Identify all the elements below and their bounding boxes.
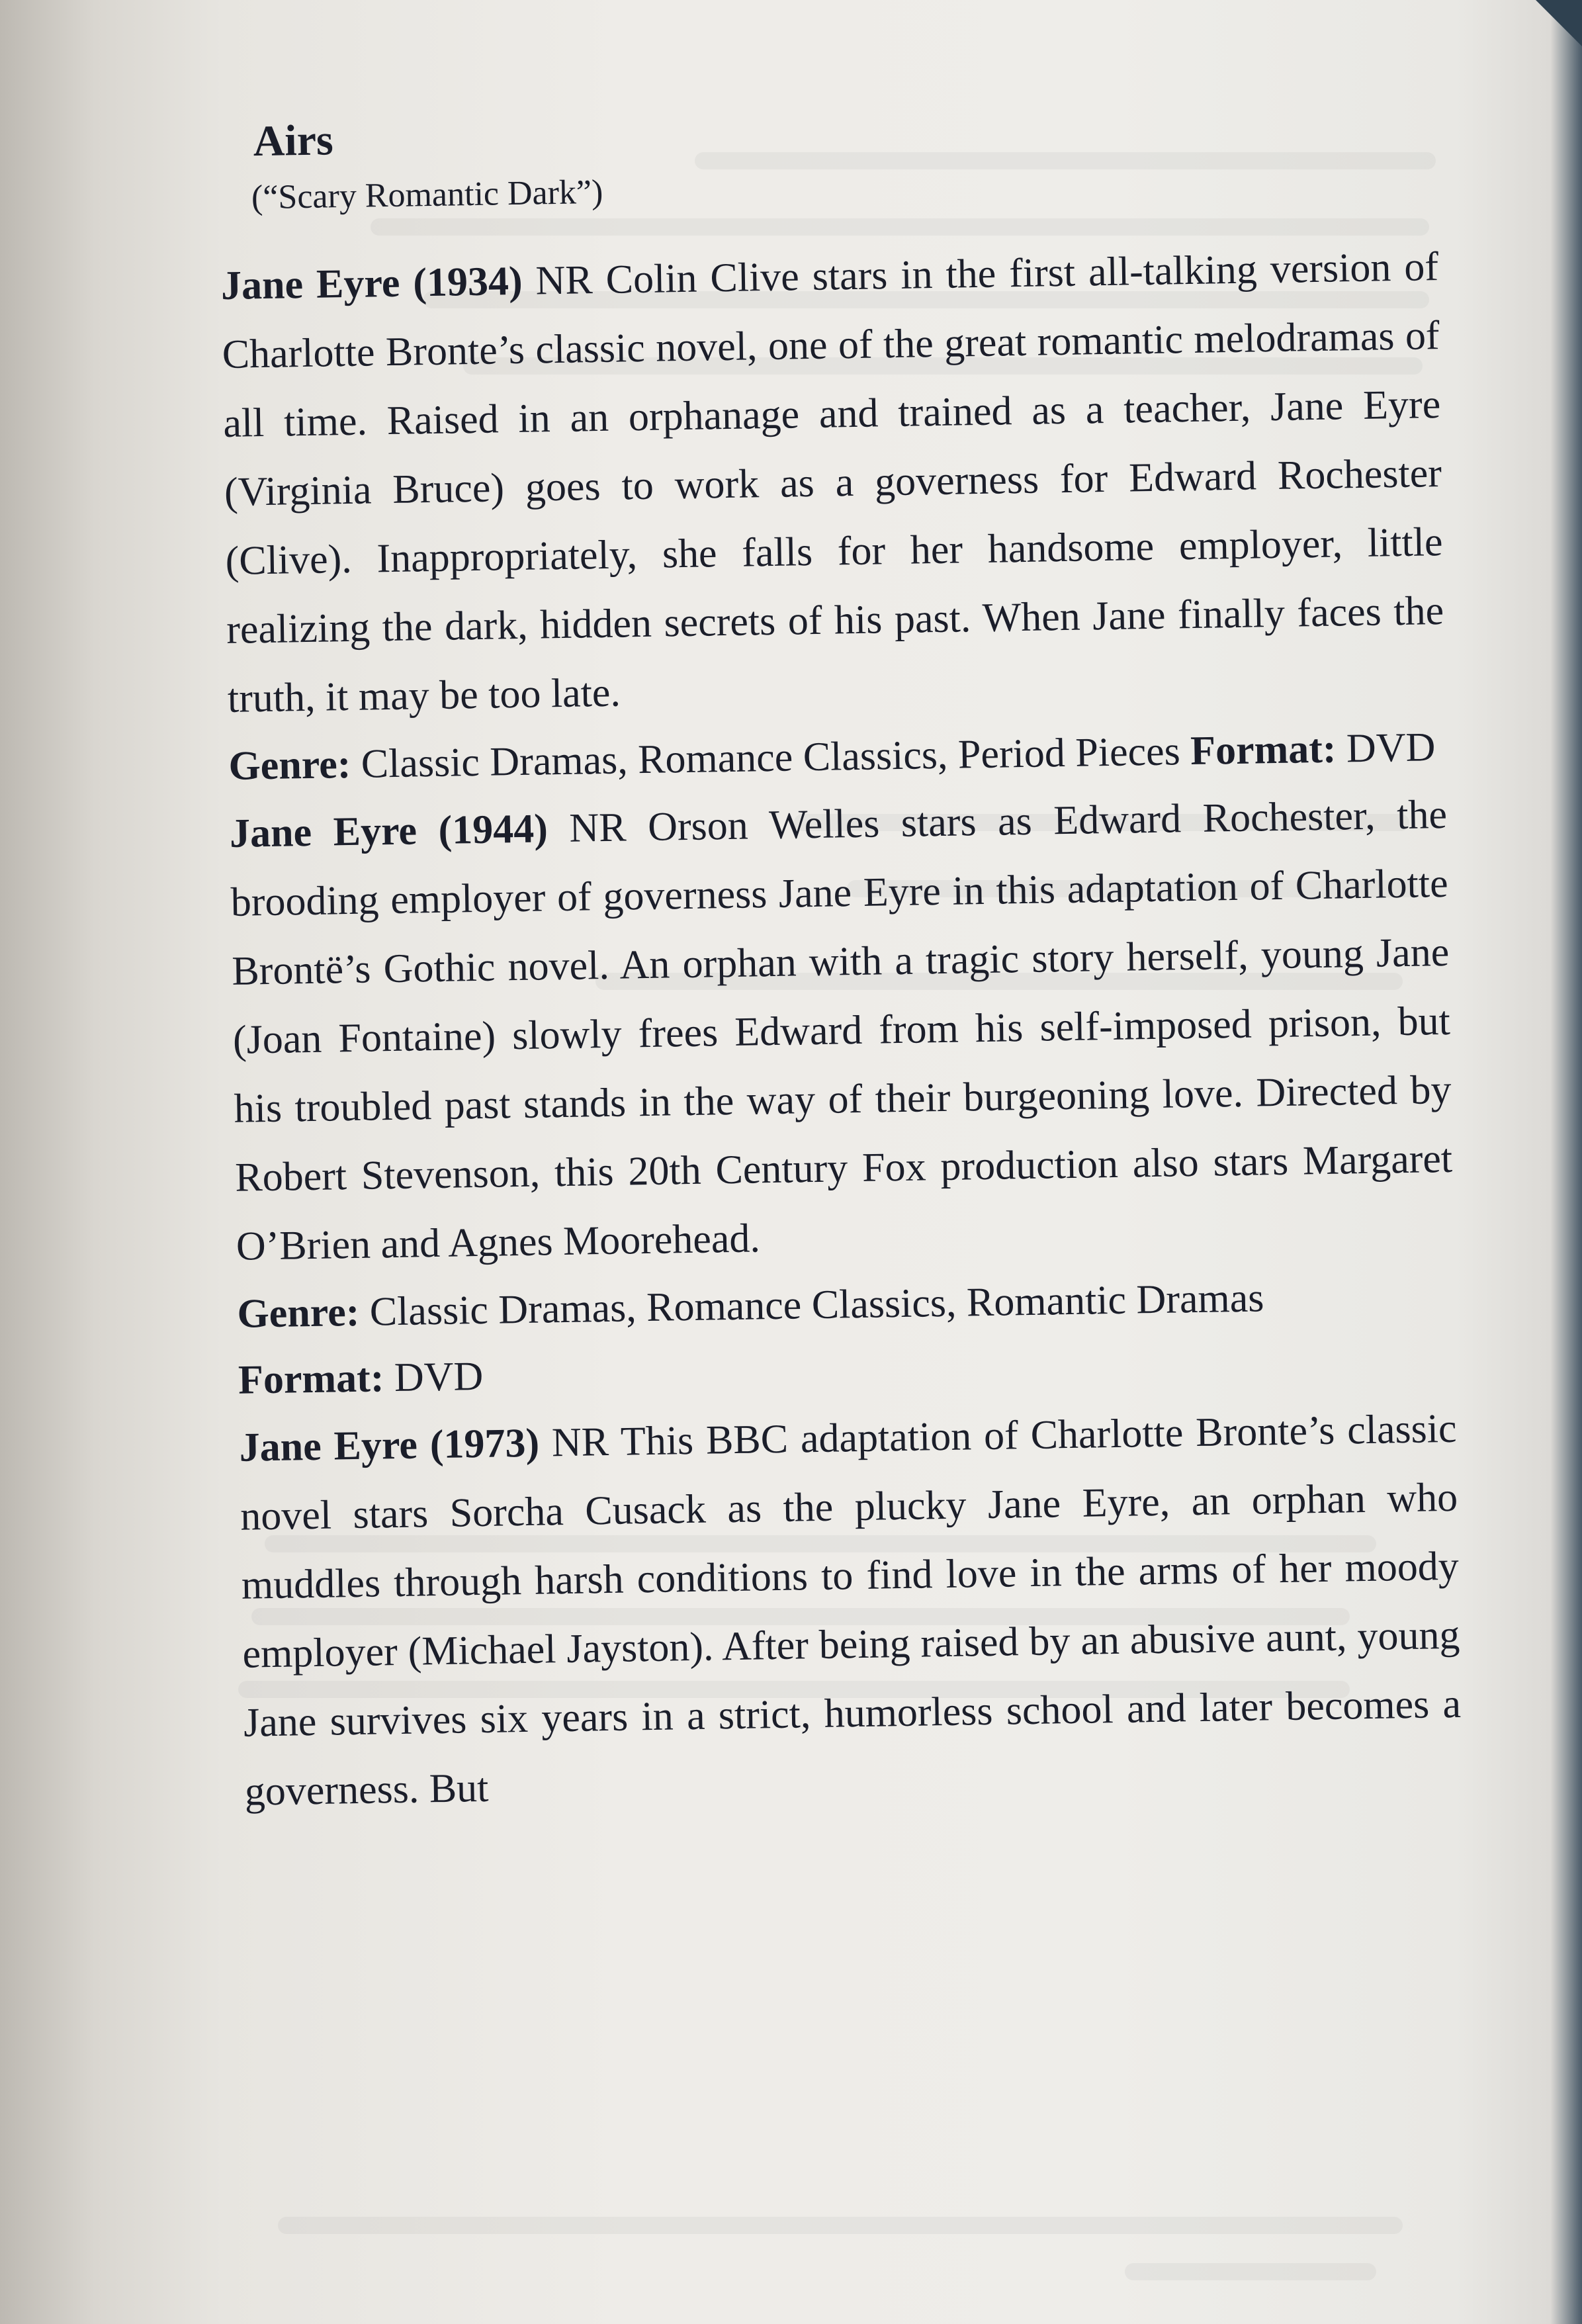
film-description: Colin Clive stars in the first all-talking version of Charlotte Bronte’s classic novel, one of the great romantic melodramas of all time. Raised in an orphanage and trained as a teacher, Jane Eyre (Virginia Bruce) goes to work as a governess for Edward Rochester (Clive). Inappropriately, she falls for her handsome employer, little realizing the dark, hidden secrets of his past. When Jane finally faces the truth, it may be too late. (222, 244, 1444, 721)
genre-value: Classic Dramas, Romance Classics, Romantic Dramas (369, 1275, 1264, 1335)
format-label: Format: (1190, 726, 1337, 774)
genre-value: Classic Dramas, Romance Classics, Period Pieces (361, 729, 1181, 787)
genre-label: Genre: (236, 1289, 360, 1337)
format-value: DVD (1346, 725, 1436, 772)
film-entry-1944 (229, 780, 1454, 1281)
film-rating: NR (568, 805, 627, 851)
format-value: DVD (394, 1353, 484, 1401)
section-subtitle: (“Scary Romantic Dark”) (251, 173, 603, 217)
background-corner (1536, 0, 1582, 46)
film-title: Jane Eyre (1944) (229, 806, 549, 856)
section-title: Airs (253, 116, 334, 166)
film-title: Jane Eyre (1934) (220, 258, 523, 308)
film-rating: NR (551, 1419, 609, 1466)
film-description: This BBC adaptation of Charlotte Bronte’s classic novel stars Sorcha Cusack as the plucky Jane Eyre, an orphan who muddles through harsh conditions to find love in the arms of her moody employer (Michael Jayston). After being raised by an abusive aunt, young Jane survives six years in a strict, humorless school and later becomes a governess. But (240, 1406, 1462, 1814)
film-title: Jane Eyre (1973) (239, 1420, 540, 1470)
film-entry-1934 (220, 232, 1445, 733)
film-entry-1973 (239, 1394, 1463, 1826)
film-meta-1944 (237, 1262, 1456, 1413)
film-description: Orson Welles stars as Edward Rochester, the brooding employer of governess Jane Eyre in this adaptation of Charlotte Brontë’s Gothic novel. An orphan with a tragic story herself, young Jane (Joan Fontaine) slowly frees Edward from his self-imposed prison, but his troubled past stands in the way of their burgeoning love. Directed by Robert Stevenson, this 20th Century Fox production also stars Margaret O’Brien and Agnes Moorehead. (230, 791, 1453, 1269)
format-label: Format: (238, 1355, 384, 1403)
genre-label: Genre: (228, 741, 351, 789)
film-rating: NR (535, 257, 593, 304)
page-text (218, 93, 1462, 1826)
